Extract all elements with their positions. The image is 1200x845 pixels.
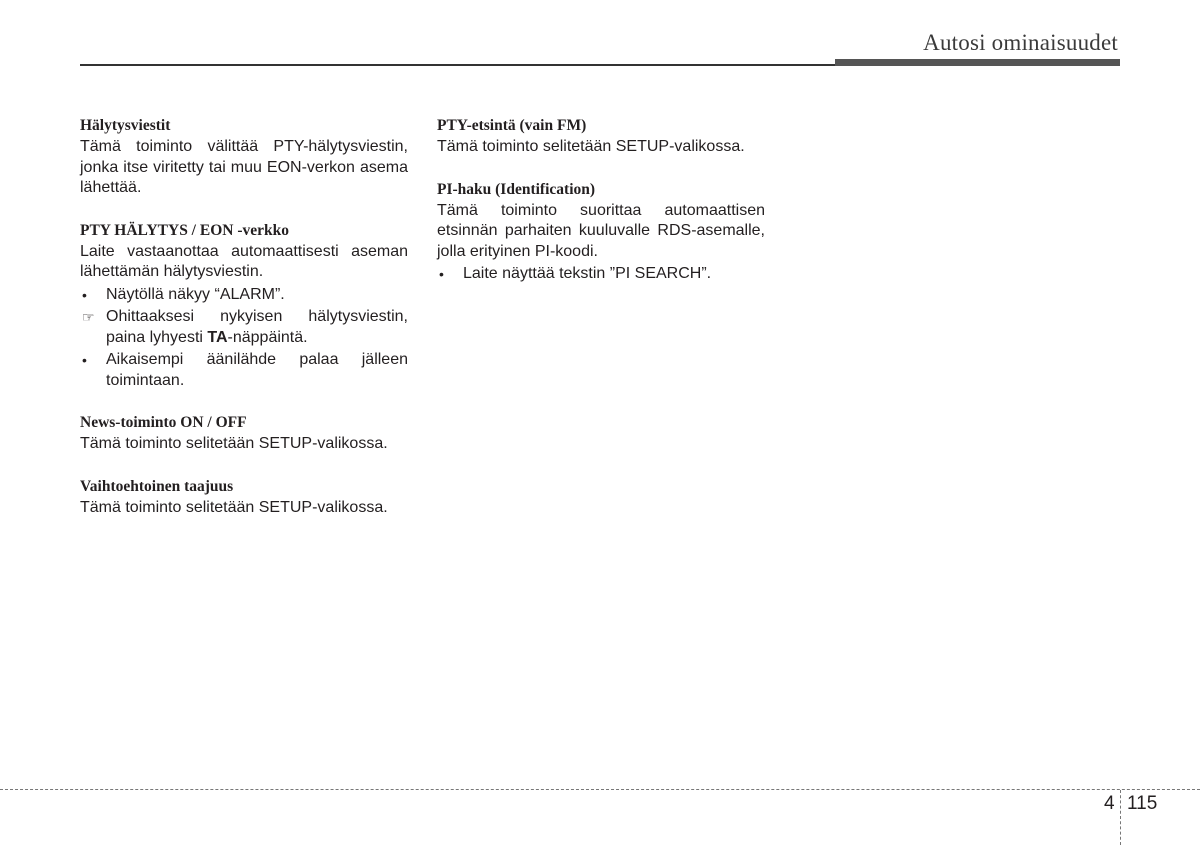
section-pty-etsinta (437, 116, 765, 158)
footer-dashed-rule (0, 789, 1200, 790)
section-heading: Vaihtoehtoinen taajuus (80, 477, 234, 495)
list-item (80, 307, 408, 348)
header-title: Autosi ominaisuudet (923, 30, 1118, 55)
list-item-text: Laite näyttää tekstin ”PI SEARCH”. (463, 265, 712, 282)
list-item-text: Aikaisempi äänilähde palaa jälleen toimintaan. (106, 351, 408, 389)
section-heading: Hälytysviestit (80, 117, 171, 134)
section-text: Tämä toiminto selitetään SETUP-valikossa. (437, 138, 745, 155)
left-column (80, 116, 408, 540)
bullet-icon: • (439, 266, 444, 282)
section-pty-halytys (80, 221, 408, 392)
section-news-toiminto (80, 413, 408, 455)
section-heading: PTY HÄLYTYS / EON -verkko (80, 221, 289, 239)
section-text: Tämä toiminto suorittaa automaattisen etsinnän parhaiten kuuluvalle RDS-asemalle, jolla erityinen PI-koodi. (437, 201, 765, 260)
list-item-text: Ohittaaksesi nykyisen hälytysviestin, paina lyhyesti (106, 308, 408, 346)
list-item (437, 264, 765, 285)
section-vaihtoehtoinen-taajuus (80, 477, 408, 519)
header-rule-thin (80, 64, 835, 66)
section-text: Tämä toiminto selitetään SETUP-valikossa. (80, 435, 388, 452)
section-text: Tämä toiminto selitetään SETUP-valikossa. (80, 498, 388, 516)
key-label-ta: TA (207, 328, 228, 346)
list-item-text: -näppäintä. (227, 328, 308, 346)
section-pi-haku (437, 180, 765, 285)
header-rule-thick (835, 59, 1120, 66)
page-number: 115 (1127, 793, 1158, 814)
section-heading: PTY-etsintä (vain FM) (437, 117, 587, 134)
footer-vertical-divider (1120, 790, 1121, 845)
right-column (437, 116, 765, 307)
section-text: Laite vastaanottaa automaattisesti aseman lähettämän hälytysviestin. (80, 242, 408, 280)
list-item-text: Näytöllä näkyy “ALARM”. (106, 285, 285, 303)
section-text: Tämä toiminto välittää PTY-hälytysviestin, jonka itse viritetty tai muu EON-verkon asema lähettää. (80, 138, 408, 196)
bullet-icon: • (82, 352, 87, 368)
pointing-hand-icon: ☞ (82, 309, 95, 325)
list-item (80, 285, 408, 306)
bullet-list (437, 264, 765, 285)
list-item (80, 350, 408, 391)
section-heading: News-toiminto ON / OFF (80, 414, 247, 431)
chapter-number: 4 (1104, 793, 1115, 814)
bullet-icon: • (82, 286, 87, 303)
bullet-list (80, 285, 408, 392)
section-halytysviestit (80, 116, 408, 199)
section-heading: PI-haku (Identification) (437, 180, 596, 198)
